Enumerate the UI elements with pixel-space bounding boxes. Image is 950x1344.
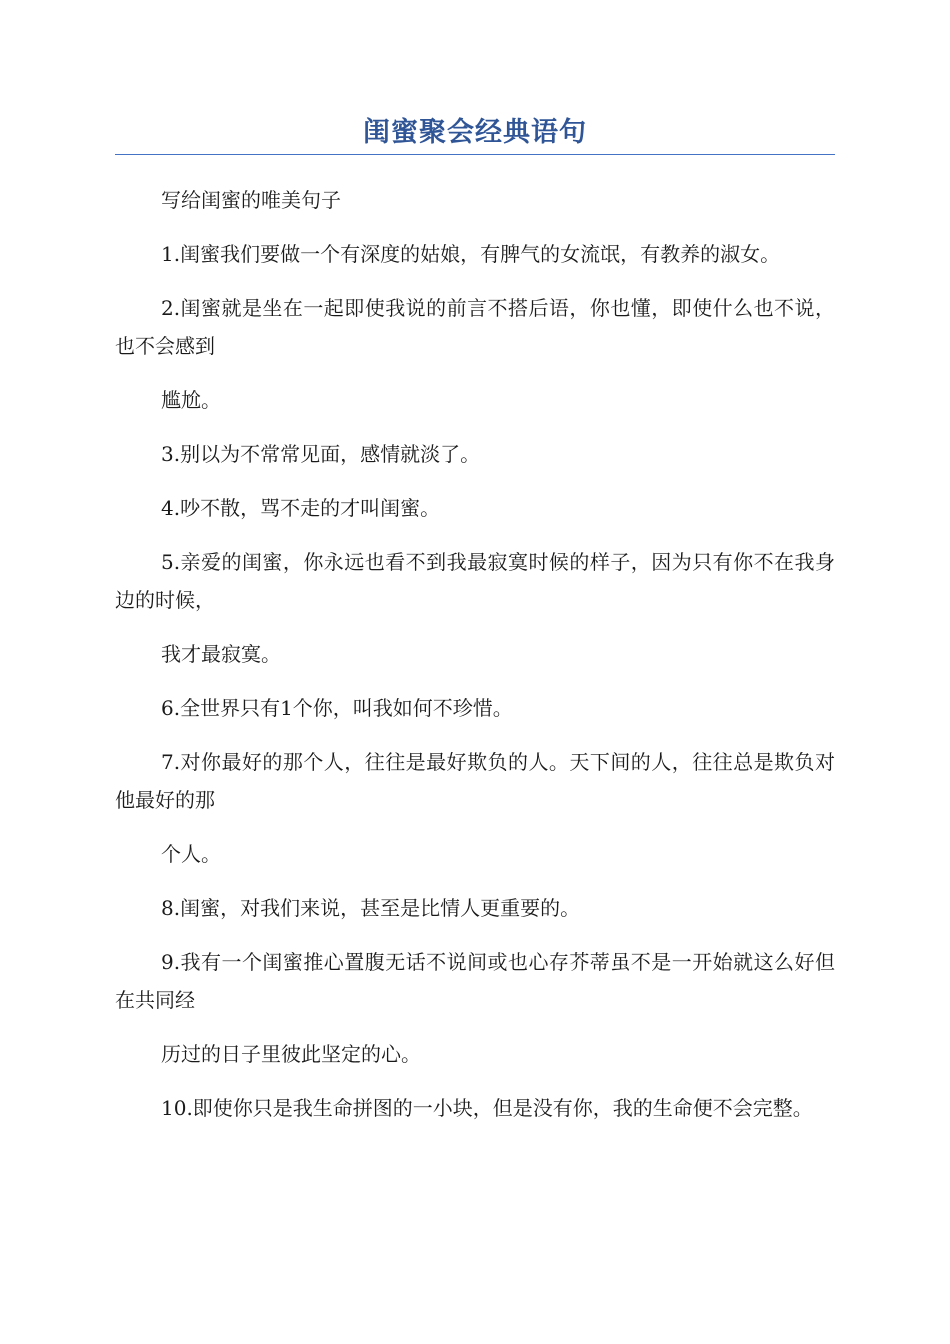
document-body	[115, 181, 835, 1127]
document-page	[115, 112, 835, 1143]
paragraph-item-5-continued: 我才最寂寞。	[161, 642, 281, 666]
paragraph-item-10: 10.即使你只是我生命拼图的一小块，但是没有你，我的生命便不会完整。	[161, 1096, 813, 1120]
paragraph-item-3: 3.别以为不常常见面，感情就淡了。	[161, 442, 481, 466]
paragraph-item-7-continued: 个人。	[161, 842, 221, 866]
paragraph-item-8: 8.闺蜜，对我们来说，甚至是比情人更重要的。	[161, 896, 581, 920]
paragraph-item-4: 4.吵不散，骂不走的才叫闺蜜。	[161, 496, 441, 520]
paragraph-item-5: 5.亲爱的闺蜜，你永远也看不到我最寂寞时候的样子，因为只有你不在我身边的时候，	[115, 550, 835, 612]
paragraph-heading: 写给闺蜜的唯美句子	[161, 188, 341, 212]
paragraph-item-2-continued: 尴尬。	[161, 388, 221, 412]
paragraph-item-7: 7.对你最好的那个人，往往是最好欺负的人。天下间的人，往往总是欺负对他最好的那	[115, 750, 835, 812]
document-title: 闺蜜聚会经典语句	[115, 112, 835, 155]
paragraph-item-9-continued: 历过的日子里彼此坚定的心。	[161, 1042, 421, 1066]
paragraph-item-9: 9.我有一个闺蜜推心置腹无话不说间或也心存芥蒂虽不是一开始就这么好但在共同经	[115, 950, 835, 1012]
paragraph-item-2: 2.闺蜜就是坐在一起即使我说的前言不搭后语，你也懂，即使什么也不说，也不会感到	[115, 296, 835, 358]
paragraph-item-1: 1.闺蜜我们要做一个有深度的姑娘，有脾气的女流氓，有教养的淑女。	[161, 242, 781, 266]
paragraph-item-6: 6.全世界只有1个你，叫我如何不珍惜。	[161, 696, 513, 720]
